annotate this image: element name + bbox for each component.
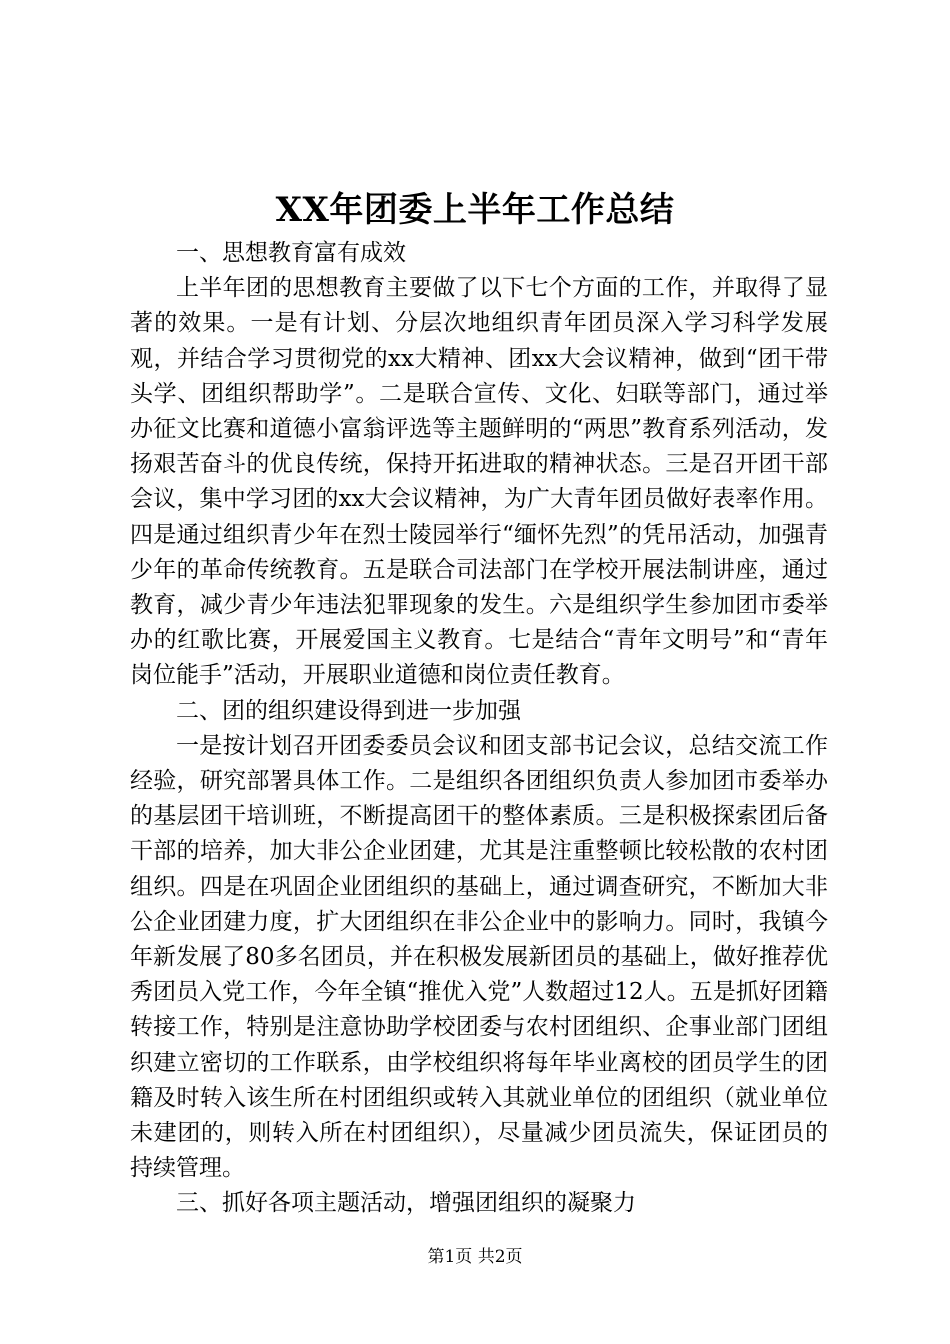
document-title: XX年团委上半年工作总结 xyxy=(275,190,675,230)
section-heading-3: 三、抓好各项主题活动，增强团组织的凝聚力 xyxy=(176,1190,636,1217)
page-footer: 第1页 共2页 xyxy=(427,1247,523,1267)
section-heading-1: 一、思想教育富有成效 xyxy=(176,240,406,266)
body-paragraph-2: 一是按计划召开团委委员会议和团支部书记会议，总结交流工作经验，研究部署具体工作。二是组织各团组织负责人参加团市委举办的基层团干培训班，不断提高团干的整体素质。三是积极探索团后备干部的培养，加大非公企业团建，尤其是注重整顿比较松散的农村团组织。四是在巩固企业团组织的基础上，通过调查研究，不断加大非公企业团建力度，扩大团组织在非公企业中的影响力。同时，我镇今年新发展了80多名团员，并在积极发展新团员的基础上，做好推荐优秀团员入党工作，今年全镇“推优入党”人数超过12人。五是抓好团籍转接工作，特别是注意协助学校团委与农村团组织、企事业部门团组织建立密切的工作联系，由学校组织将每年毕业离校的团员学生的团籍及时转入该生所在村团组织或转入其就业单位的团组织（就业单位未建团的，则转入所在村团组织），尽量减少团员流失，保证团员的持续管理。 xyxy=(130,732,828,1182)
body-paragraph-1: 上半年团的思想教育主要做了以下七个方面的工作，并取得了显著的效果。一是有计划、分层次地组织青年团员深入学习科学发展观，并结合学习贯彻党的xx大精神、团xx大会议精神，做到“团干带头学、团组织帮助学”。二是联合宣传、文化、妇联等部门，通过举办征文比赛和道德小富翁评选等主题鲜明的“两思”教育系列活动，发扬艰苦奋斗的优良传统，保持开拓进取的精神状态。三是召开团干部会议，集中学习团的xx大会议精神，为广大青年团员做好表率作用。四是通过组织青少年在烈士陵园举行“缅怀先烈”的凭吊活动，加强青少年的革命传统教育。五是联合司法部门在学校开展法制讲座，通过教育，减少青少年违法犯罪现象的发生。六是组织学生参加团市委举办的红歌比赛，开展爱国主义教育。七是结合“青年文明号”和“青年岗位能手”活动，开展职业道德和岗位责任教育。 xyxy=(130,275,828,689)
document-body xyxy=(130,236,828,1222)
section-heading-2: 二、团的组织建设得到进一步加强 xyxy=(176,697,521,724)
